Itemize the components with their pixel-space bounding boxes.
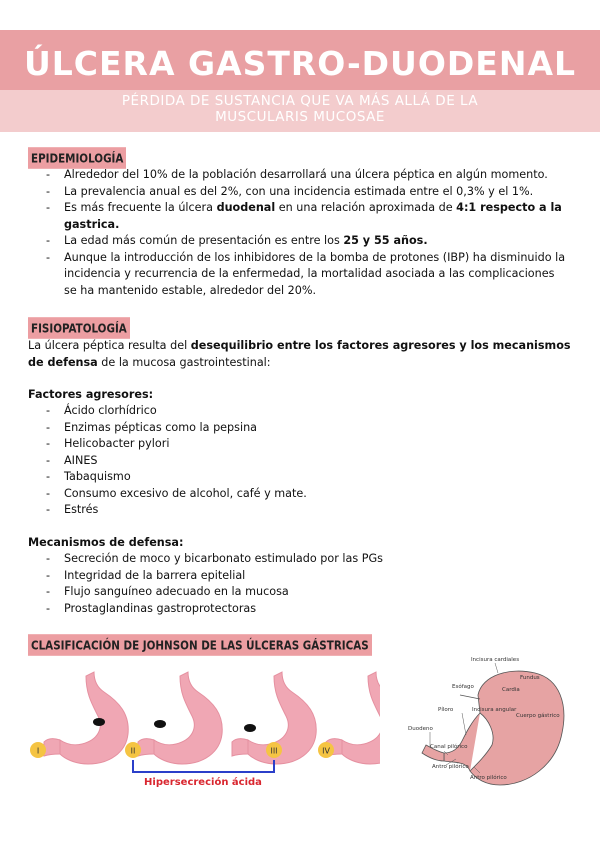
label-fundus: Fundus [520,675,540,681]
list-item: - Ácido clorhídrico [46,403,566,420]
list-item: - Helicobacter pylori [46,436,566,453]
hipersecrecion-label: Hipersecreción ácida [144,777,262,788]
list-item: - La prevalencia anual es del 2%, con una incidencia estimada entre el 0,3% y el 1%. [46,184,566,201]
type-badge-i [30,742,46,758]
svg-text:III: III [270,746,278,756]
page-subtitle [0,90,600,132]
list-item: - AINES [46,453,566,470]
johnson-classification-figure [20,668,380,793]
agresores-label: Factores agresores: [28,388,154,401]
list-item: - Tabaquismo [46,469,566,486]
svg-text:IV: IV [322,746,330,756]
stomach-type-iv [326,672,380,764]
list-item: - Consumo excesivo de alcohol, café y mate. [46,486,566,503]
label-cardia: Cardia [502,687,520,693]
heading-fisiopatologia: FISIOPATOLOGÍA [28,317,130,339]
type-badge-ii [125,742,141,758]
label-incisura: Incisura cardiales [470,657,520,663]
epidemiologia-list [46,167,566,299]
list-item: - Aunque la introducción de los inhibidores de la bomba de protones (IBP) ha disminuido la incidencia y recurrencia de la enfermedad, la mortalidad asociada a las complicaciones se ha mantenido estable, alrededor del 20%. [46,250,566,300]
label-piloro: Píloro [438,707,454,713]
ulcer-marker [93,718,105,726]
stomach-type-i [44,672,128,764]
hipersecrecion-bracket [133,760,274,772]
svg-text:II: II [130,746,136,756]
label-incisura-angular: Incisura angular [472,707,517,713]
defensa-list [46,551,566,617]
ulcer-marker [154,720,166,728]
subtitle-line-1: PÉRDIDA DE SUSTANCIA QUE VA MÁS ALLÁ DE LA [121,93,479,109]
heading-epidemiologia: EPIDEMIOLOGÍA [28,147,126,169]
list-item: - Estrés [46,502,566,519]
label-antro-pilorico: Antro pilórico [432,764,469,770]
subtitle-line-2: MUSCULARIS MUCOSAE [215,109,385,125]
label-duodeno: Duodeno [408,726,433,732]
type-badge-iii [266,742,282,758]
stomach-type-ii [138,672,222,764]
type-badge-iv [318,742,334,758]
list-item: - Alrededor del 10% de la población desarrollará una úlcera péptica en algún momento. [46,167,566,184]
svg-text:I: I [36,746,40,756]
list-item: - Es más frecuente la úlcera duodenal en una relación aproximada de 4:1 respecto a la gastrica. [46,200,566,233]
label-esofago: Esófago [452,684,474,690]
page-title: ÚLCERA GASTRO-DUODENAL [23,44,577,83]
heading-clasificacion: CLASIFICACIÓN DE JOHNSON DE LAS ÚLCERAS GÁSTRICAS [28,634,372,656]
agresores-list [46,403,566,519]
list-item: - Enzimas pépticas como la pepsina [46,420,566,437]
label-cuerpo: Cuerpo gástrico [516,713,560,719]
fisiopatologia-intro: La úlcera péptica resulta del desequilibrio entre los factores agresores y los mecanismos de defensa de la mucosa gastrointestinal: [28,339,571,369]
ulcer-marker [244,724,256,732]
list-item: - Integridad de la barrera epitelial [46,568,566,585]
label-canal: Canal pilórico [430,744,468,750]
list-item: - Prostaglandinas gastroprotectoras [46,601,566,618]
label-antro: Antro pilórico [470,775,507,781]
stomach-anatomy-figure [400,655,580,795]
antrum [444,713,480,771]
list-item: - Secreción de moco y bicarbonato estimulado por las PGs [46,551,566,568]
list-item: - Flujo sanguíneo adecuado en la mucosa [46,584,566,601]
defensa-label: Mecanismos de defensa: [28,536,184,549]
list-item: - La edad más común de presentación es entre los 25 y 55 años. [46,233,566,250]
